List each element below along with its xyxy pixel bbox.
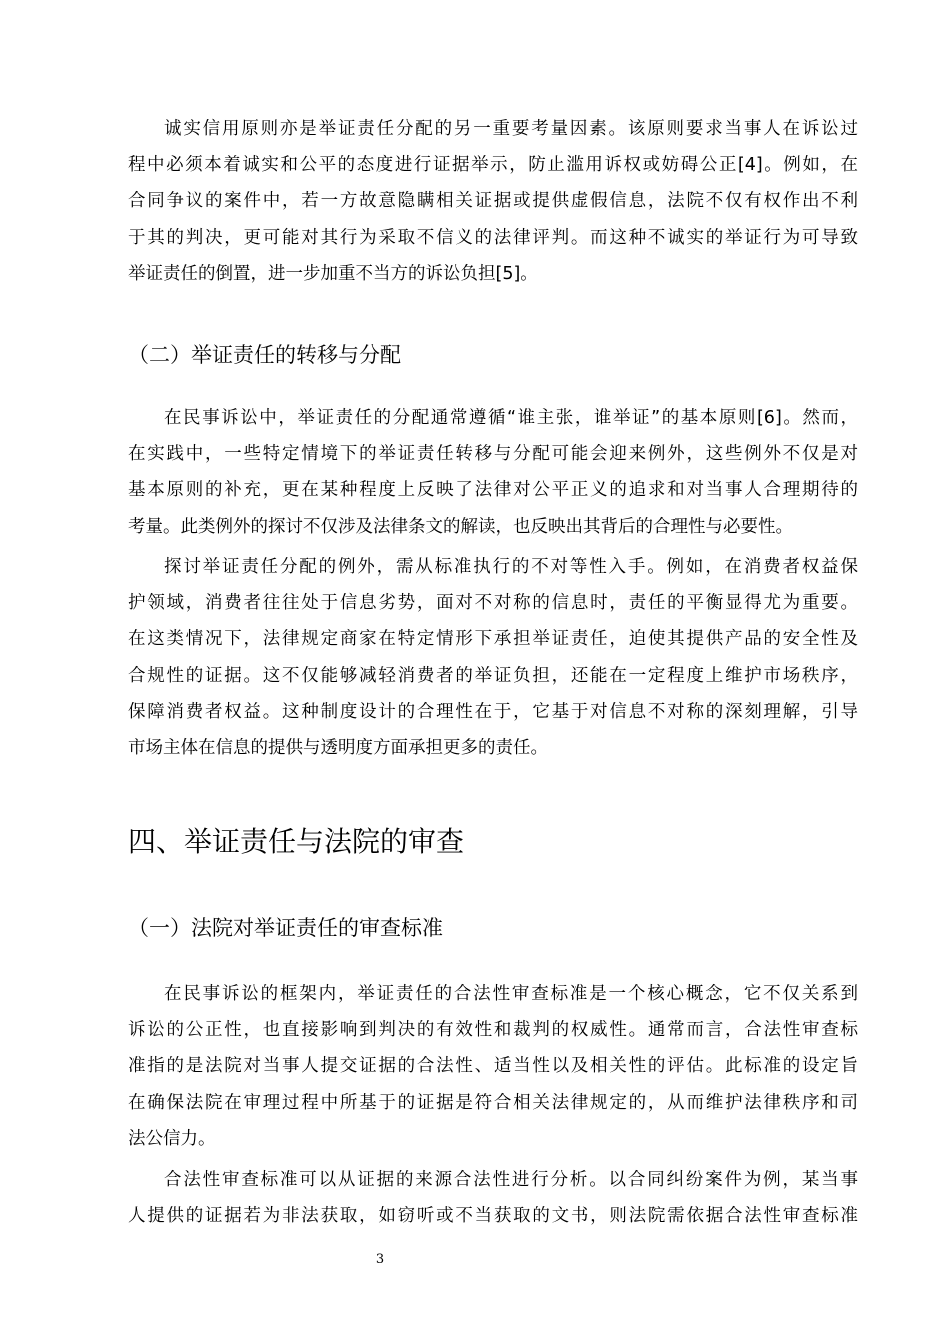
text-line: 基本原则的补充，更在某种程度上反映了法律对公平正义的追求和对当事人合理期待的 <box>128 480 858 501</box>
text-line: 在这类情况下，法律规定商家在特定情形下承担举证责任，迫使其提供产品的安全性及 <box>128 629 858 650</box>
text-line: 合规性的证据。这不仅能够减轻消费者的举证负担，还能在一定程度上维护市场秩序， <box>128 665 858 686</box>
text-line: 举证责任的倒置，进一步加重不当方的诉讼负担[5]。 <box>128 263 538 284</box>
text-line: 诚实信用原则亦是举证责任分配的另一重要考量因素。该原则要求当事人在诉讼过 <box>164 119 858 139</box>
text-line: 程中必须本着诚实和公平的态度进行证据举示，防止滥用诉权或妨碍公正[4]。例如，在 <box>128 155 858 176</box>
text-line: 在确保法院在审理过程中所基于的证据是符合相关法律规定的，从而维护法律秩序和司 <box>128 1092 858 1113</box>
paragraph-legality-standard <box>128 976 858 1157</box>
text-line: 合同争议的案件中，若一方故意隐瞒相关证据或提供虚假信息，法院不仅有权作出不利 <box>128 191 858 212</box>
text-line: 护领域，消费者往往处于信息劣势，面对不对称的信息时，责任的平衡显得尤为重要。 <box>128 593 858 614</box>
text-line: 于其的判决，更可能对其行为采取不信义的法律评判。而这种不诚实的举证行为可导致 <box>128 227 858 248</box>
paragraph-consumer-protection <box>128 549 858 766</box>
text-line: 合法性审查标准可以从证据的来源合法性进行分析。以合同纠纷案件为例，某当事 <box>164 1170 858 1190</box>
text-line: 在民事诉讼中，举证责任的分配通常遵循“谁主张，谁举证”的基本原则[6]。然而， <box>164 408 858 428</box>
text-line: 探讨举证责任分配的例外，需从标准执行的不对等性入手。例如，在消费者权益保 <box>164 557 858 577</box>
text-line: 市场主体在信息的提供与透明度方面承担更多的责任。 <box>128 737 548 758</box>
text-line: 保障消费者权益。这种制度设计的合理性在于，它基于对信息不对称的深刻理解，引导 <box>128 701 858 722</box>
chapter-heading-court-review: 四、举证责任与法院的审查 <box>128 825 465 858</box>
page-number: 3 <box>375 1252 385 1267</box>
paragraph-evidence-source <box>128 1162 858 1234</box>
paragraph-burden-allocation <box>128 400 858 545</box>
section-heading-burden-transfer: （二）举证责任的转移与分配 <box>128 343 401 367</box>
text-line: 在实践中，一些特定情境下的举证责任转移与分配可能会迎来例外，这些例外不仅是对 <box>128 444 858 465</box>
text-line: 考量。此类例外的探讨不仅涉及法律条文的解读，也反映出其背后的合理性与必要性。 <box>128 516 793 537</box>
text-line: 准指的是法院对当事人提交证据的合法性、适当性以及相关性的评估。此标准的设定旨 <box>128 1056 858 1077</box>
paragraph-good-faith <box>128 111 858 292</box>
section-heading-review-standard: （一）法院对举证责任的审查标准 <box>128 916 443 940</box>
text-line: 人提供的证据若为非法获取，如窃听或不当获取的文书，则法院需依据合法性审查标准 <box>128 1206 858 1227</box>
text-line: 法公信力。 <box>128 1128 216 1149</box>
text-line: 诉讼的公正性，也直接影响到判决的有效性和裁判的权威性。通常而言，合法性审查标 <box>128 1020 858 1041</box>
text-line: 在民事诉讼的框架内，举证责任的合法性审查标准是一个核心概念，它不仅关系到 <box>164 984 858 1004</box>
